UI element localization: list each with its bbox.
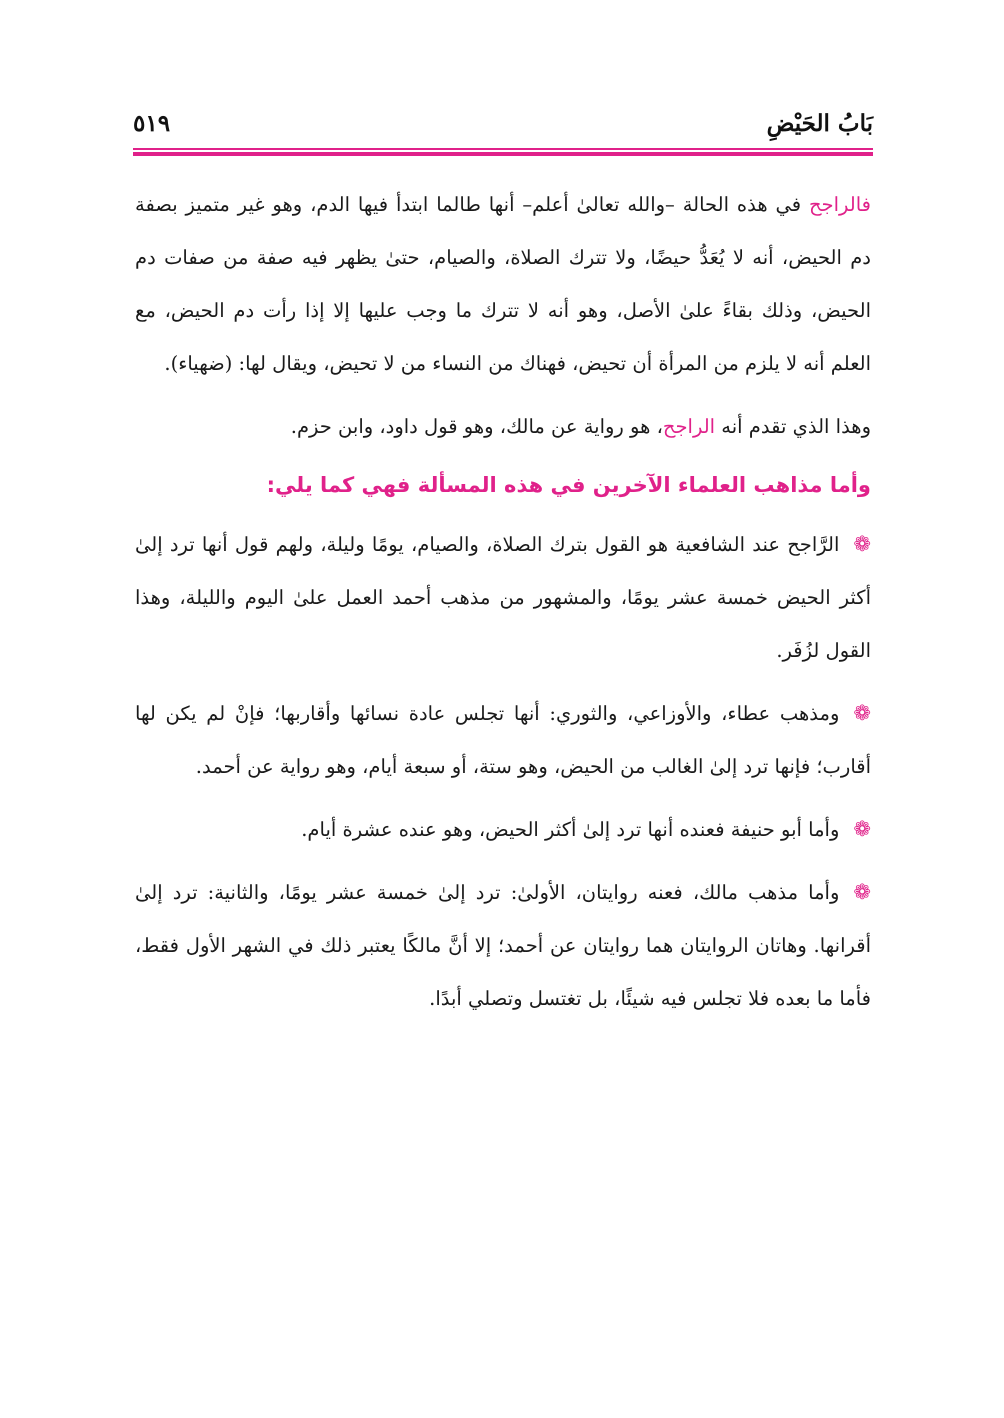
bullet-item	[135, 518, 871, 677]
page-body	[135, 178, 871, 1025]
bullet-item	[135, 687, 871, 793]
bullet-text: وأما أبو حنيفة فعنده أنها ترد إلىٰ أكثر الحيض، وهو عنده عشرة أيام.	[301, 818, 840, 841]
bullet-item	[135, 866, 871, 1025]
chapter-title: بَابُ الحَيْضِ	[766, 110, 873, 137]
header-rule-thick	[133, 152, 873, 156]
page-number: ٥١٩	[133, 110, 171, 137]
flower-bullet-icon: ❁	[853, 817, 871, 841]
paragraph-text: ، هو رواية عن مالك، وهو قول داود، وابن حزم.	[290, 415, 663, 438]
bullet-text: ومذهب عطاء، والأوزاعي، والثوري: أنها تجلس عادة نسائها وأقاربها؛ فإنْ لم يكن لها أقارب؛ فإنها ترد إلىٰ الغالب من الحيض، وهو ستة، أو سبعة أيام، وهو رواية عن أحمد.	[135, 702, 871, 778]
flower-bullet-icon: ❁	[853, 701, 871, 725]
flower-bullet-icon: ❁	[853, 880, 871, 904]
section-heading: وأما مذاهب العلماء الآخرين في هذه المسألة فهي كما يلي:	[266, 473, 871, 497]
flower-bullet-icon: ❁	[853, 532, 871, 556]
bullet-text: وأما مذهب مالك، فعنه روايتان، الأولىٰ: ترد إلىٰ خمسة عشر يومًا، والثانية: ترد إلىٰ أقرانها. وهاتان الروايتان هما روايتان عن أحمد؛ إلا أنَّ مالكًا يعتبر ذلك في الشهر الأول فقط، فأما ما بعده فلا تجلس فيه شيئًا، بل تغتسل وتصلي أبدًا.	[135, 881, 871, 1010]
paragraph-ruling	[135, 178, 871, 390]
paragraph-text: وهذا الذي تقدم أنه	[715, 415, 871, 438]
bullet-item	[135, 803, 871, 856]
header-rule-thin	[133, 148, 873, 150]
page-header	[133, 108, 873, 156]
bullet-text: الرَّاجح عند الشافعية هو القول بترك الصلاة، والصيام، يومًا وليلة، ولهم قول أنها ترد إلىٰ أكثر الحيض خمسة عشر يومًا، والمشهور من مذهب أحمد العمل علىٰ اليوم والليلة، وهذا القول لزُفَر.	[135, 533, 871, 662]
paragraph-text: في هذه الحالة –والله تعالىٰ أعلم– أنها طالما ابتدأ فيها الدم، وهو غير متميز بصفة دم الحيض، أنه لا يُعَدُّ حيضًا، ولا تترك الصلاة، والصيام، حتىٰ يظهر فيه صفة من صفات دم الحيض، وذلك بقاءً علىٰ الأصل، وهو أنه لا تترك ما وجب عليها إلا إذا رأت دم الحيض، مع العلم أنه لا يلزم من المرأة أن تحيض، فهناك من النساء من لا تحيض، ويقال لها: (ضهياء).	[135, 193, 871, 375]
highlight-term: فالراجح	[808, 193, 871, 216]
paragraph-summary	[135, 400, 871, 453]
highlight-term: الراجح	[662, 415, 716, 438]
